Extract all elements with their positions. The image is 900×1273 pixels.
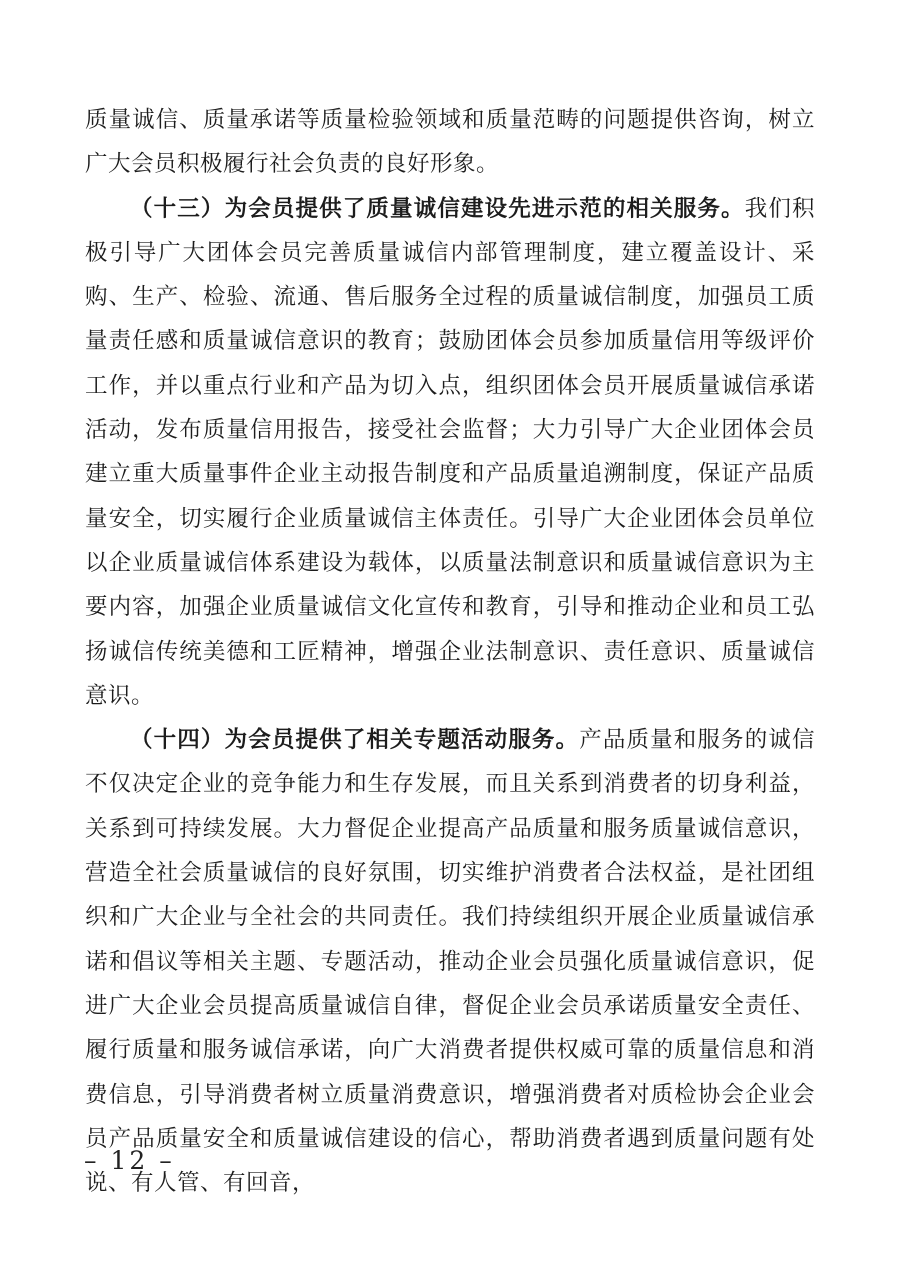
paragraph-heading: （十四）为会员提供了相关专题活动服务。	[130, 727, 580, 754]
paragraph-text: 我们积极引导广大团体会员完善质量诚信内部管理制度，建立覆盖设计、采购、生产、检验、流通、售后服务全过程的质量诚信制度，加强员工质量责任感和质量诚信意识的教育；鼓励团体会员参加质量信用等级评价工作，并以重点行业和产品为切入点，组织团体会员开展质量诚信承诺活动，发布质量信用报告，接受社会监督；大力引导广大企业团体会员建立重大质量事件企业主动报告制度和产品质量追溯制度，保证产品质量安全，切实履行企业质量诚信主体责任。引导广大企业团体会员单位以企业质量诚信体系建设为载体，以质量法制意识和质量诚信意识为主要内容，加强企业质量诚信文化宣传和教育，引导和推动企业和员工弘扬诚信传统美德和工匠精神，增强企业法制意识、责任意识、质量诚信意识。	[85, 195, 815, 709]
paragraph	[85, 187, 815, 719]
paragraph-text: 质量诚信、质量承诺等质量检验领域和质量范畴的问题提供咨询，树立广大会员积极履行社会负责的良好形象。	[85, 107, 815, 178]
paragraph-text: 产品质量和服务的诚信不仅决定企业的竞争能力和生存发展，而且关系到消费者的切身利益，关系到可持续发展。大力督促企业提高产品质量和服务质量诚信意识，营造全社会质量诚信的良好氛围，切实维护消费者合法权益，是社团组织和广大企业与全社会的共同责任。我们持续组织开展企业质量诚信承诺和倡议等相关主题、专题活动，推动企业会员强化质量诚信意识，促进广大企业会员提高质量诚信自律，督促企业会员承诺质量安全责任、履行质量和服务诚信承诺，向广大消费者提供权威可靠的质量信息和消费信息，引导消费者树立质量消费意识，增强消费者对质检协会企业会员产品质量安全和质量诚信建设的信心，帮助消费者遇到质量问题有处说、有人管、有回音，	[85, 727, 815, 1197]
page-number: – 12 –	[84, 1146, 175, 1175]
document-body	[85, 98, 815, 1205]
paragraph	[85, 98, 815, 187]
paragraph-heading: （十三）为会员提供了质量诚信建设先进示范的相关服务。	[130, 195, 745, 222]
paragraph	[85, 718, 815, 1205]
